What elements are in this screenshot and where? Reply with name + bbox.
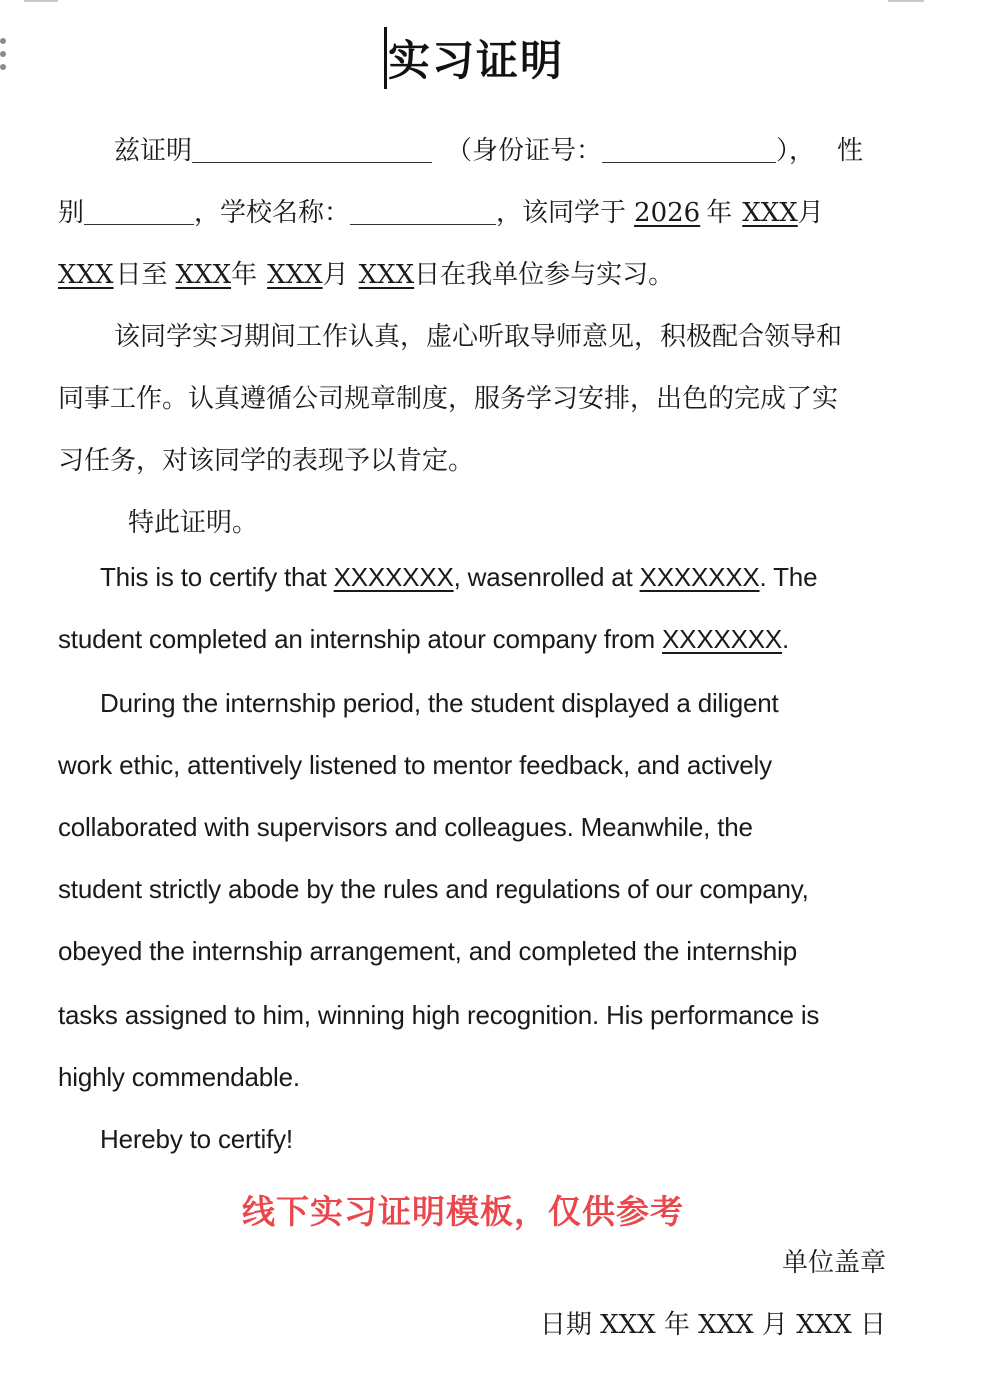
cn-body-line-2[interactable]: 同事工作。认真遵循公司规章制度，服务学习安排，出色的完成了实 [58, 384, 839, 414]
text-internship-at-unit: 日在我单位参与实习。 [414, 260, 675, 290]
template-notice: 线下实习证明模板，仅供参考 [242, 1193, 684, 1230]
text-year: 年 [706, 198, 733, 228]
en-line-9[interactable]: highly commendable. [58, 1062, 300, 1092]
text-student-since: ，该同学于 [496, 198, 627, 228]
cn-body-line-3[interactable]: 习任务，对该同学的表现予以肯定。 [58, 446, 475, 476]
en-line-5[interactable]: collaborated with supervisors and colleagues. Meanwhile, the [58, 812, 753, 842]
gender-blank[interactable] [84, 198, 194, 225]
cn-body-line-1[interactable]: 该同学实习期间工作认真，虚心听取导师意见，积极配合领导和 [114, 322, 843, 352]
en-text-completed: student completed an internship atour company from [58, 624, 663, 654]
text-zizhengming: 兹证明 [114, 136, 193, 166]
en-text-period-end: . [782, 624, 790, 654]
name-blank[interactable] [192, 136, 432, 163]
en-line-7[interactable]: obeyed the internship arrangement, and completed the internship [58, 936, 798, 966]
text-gender-part2: 别 [58, 198, 85, 228]
en-closing[interactable]: Hereby to certify! [100, 1124, 293, 1154]
en-period-field[interactable]: XXXXXXX [662, 624, 783, 654]
text-id-label: （身份证号： [446, 136, 603, 166]
cn-line-3[interactable] [58, 258, 674, 292]
cn-line-2[interactable] [58, 196, 824, 230]
document-title[interactable]: 实习证明 [388, 36, 565, 85]
text-close-paren: ）， [776, 136, 816, 166]
date-line[interactable]: 日期 XXX 年 XXX 月 XXX 日 [539, 1310, 886, 1340]
en-name-field[interactable]: XXXXXXX [333, 562, 454, 592]
text-month-2: 月 [322, 260, 349, 290]
end-day-field[interactable]: XXX [358, 260, 415, 290]
text-year-2: 年 [231, 260, 258, 290]
en-text-certify: This is to certify that [100, 562, 334, 592]
start-month-field[interactable]: XXX [742, 198, 798, 228]
en-line-4[interactable]: work ethic, attentively listened to mentor feedback, and actively [58, 750, 772, 780]
text-day-to: 日至 [115, 260, 168, 290]
unit-seal[interactable]: 单位盖章 [781, 1248, 886, 1278]
en-text-the: . The [759, 562, 818, 592]
end-month-field[interactable]: XXX [267, 260, 323, 290]
en-school-field[interactable]: XXXXXXX [639, 562, 760, 592]
en-line-2[interactable] [58, 622, 789, 656]
drag-handle-icon[interactable] [0, 38, 8, 72]
text-month: 月 [797, 198, 824, 228]
text-gender-part1: 性 [837, 136, 864, 166]
start-day-field[interactable]: XXX [58, 260, 114, 290]
en-line-1[interactable] [100, 560, 817, 594]
text-school-label: ，学校名称： [194, 198, 351, 228]
page-corner-mark-left [24, 0, 58, 2]
en-text-enrolled: , wasenrolled at [453, 562, 640, 592]
page-corner-mark-right [888, 0, 924, 2]
en-line-3[interactable]: During the internship period, the student displayed a diligent [100, 688, 779, 718]
cn-closing[interactable]: 特此证明。 [128, 508, 259, 538]
school-blank[interactable] [350, 198, 496, 225]
start-year-field[interactable]: 2026 [634, 198, 701, 228]
text-cursor [384, 27, 387, 89]
en-line-6[interactable]: student strictly abode by the rules and regulations of our company, [58, 874, 809, 904]
en-line-8[interactable]: tasks assigned to him, winning high recognition. His performance is [58, 1000, 820, 1030]
id-number-blank[interactable] [602, 136, 776, 163]
end-year-field[interactable]: XXX [175, 260, 232, 290]
cn-line-1[interactable] [114, 134, 863, 168]
